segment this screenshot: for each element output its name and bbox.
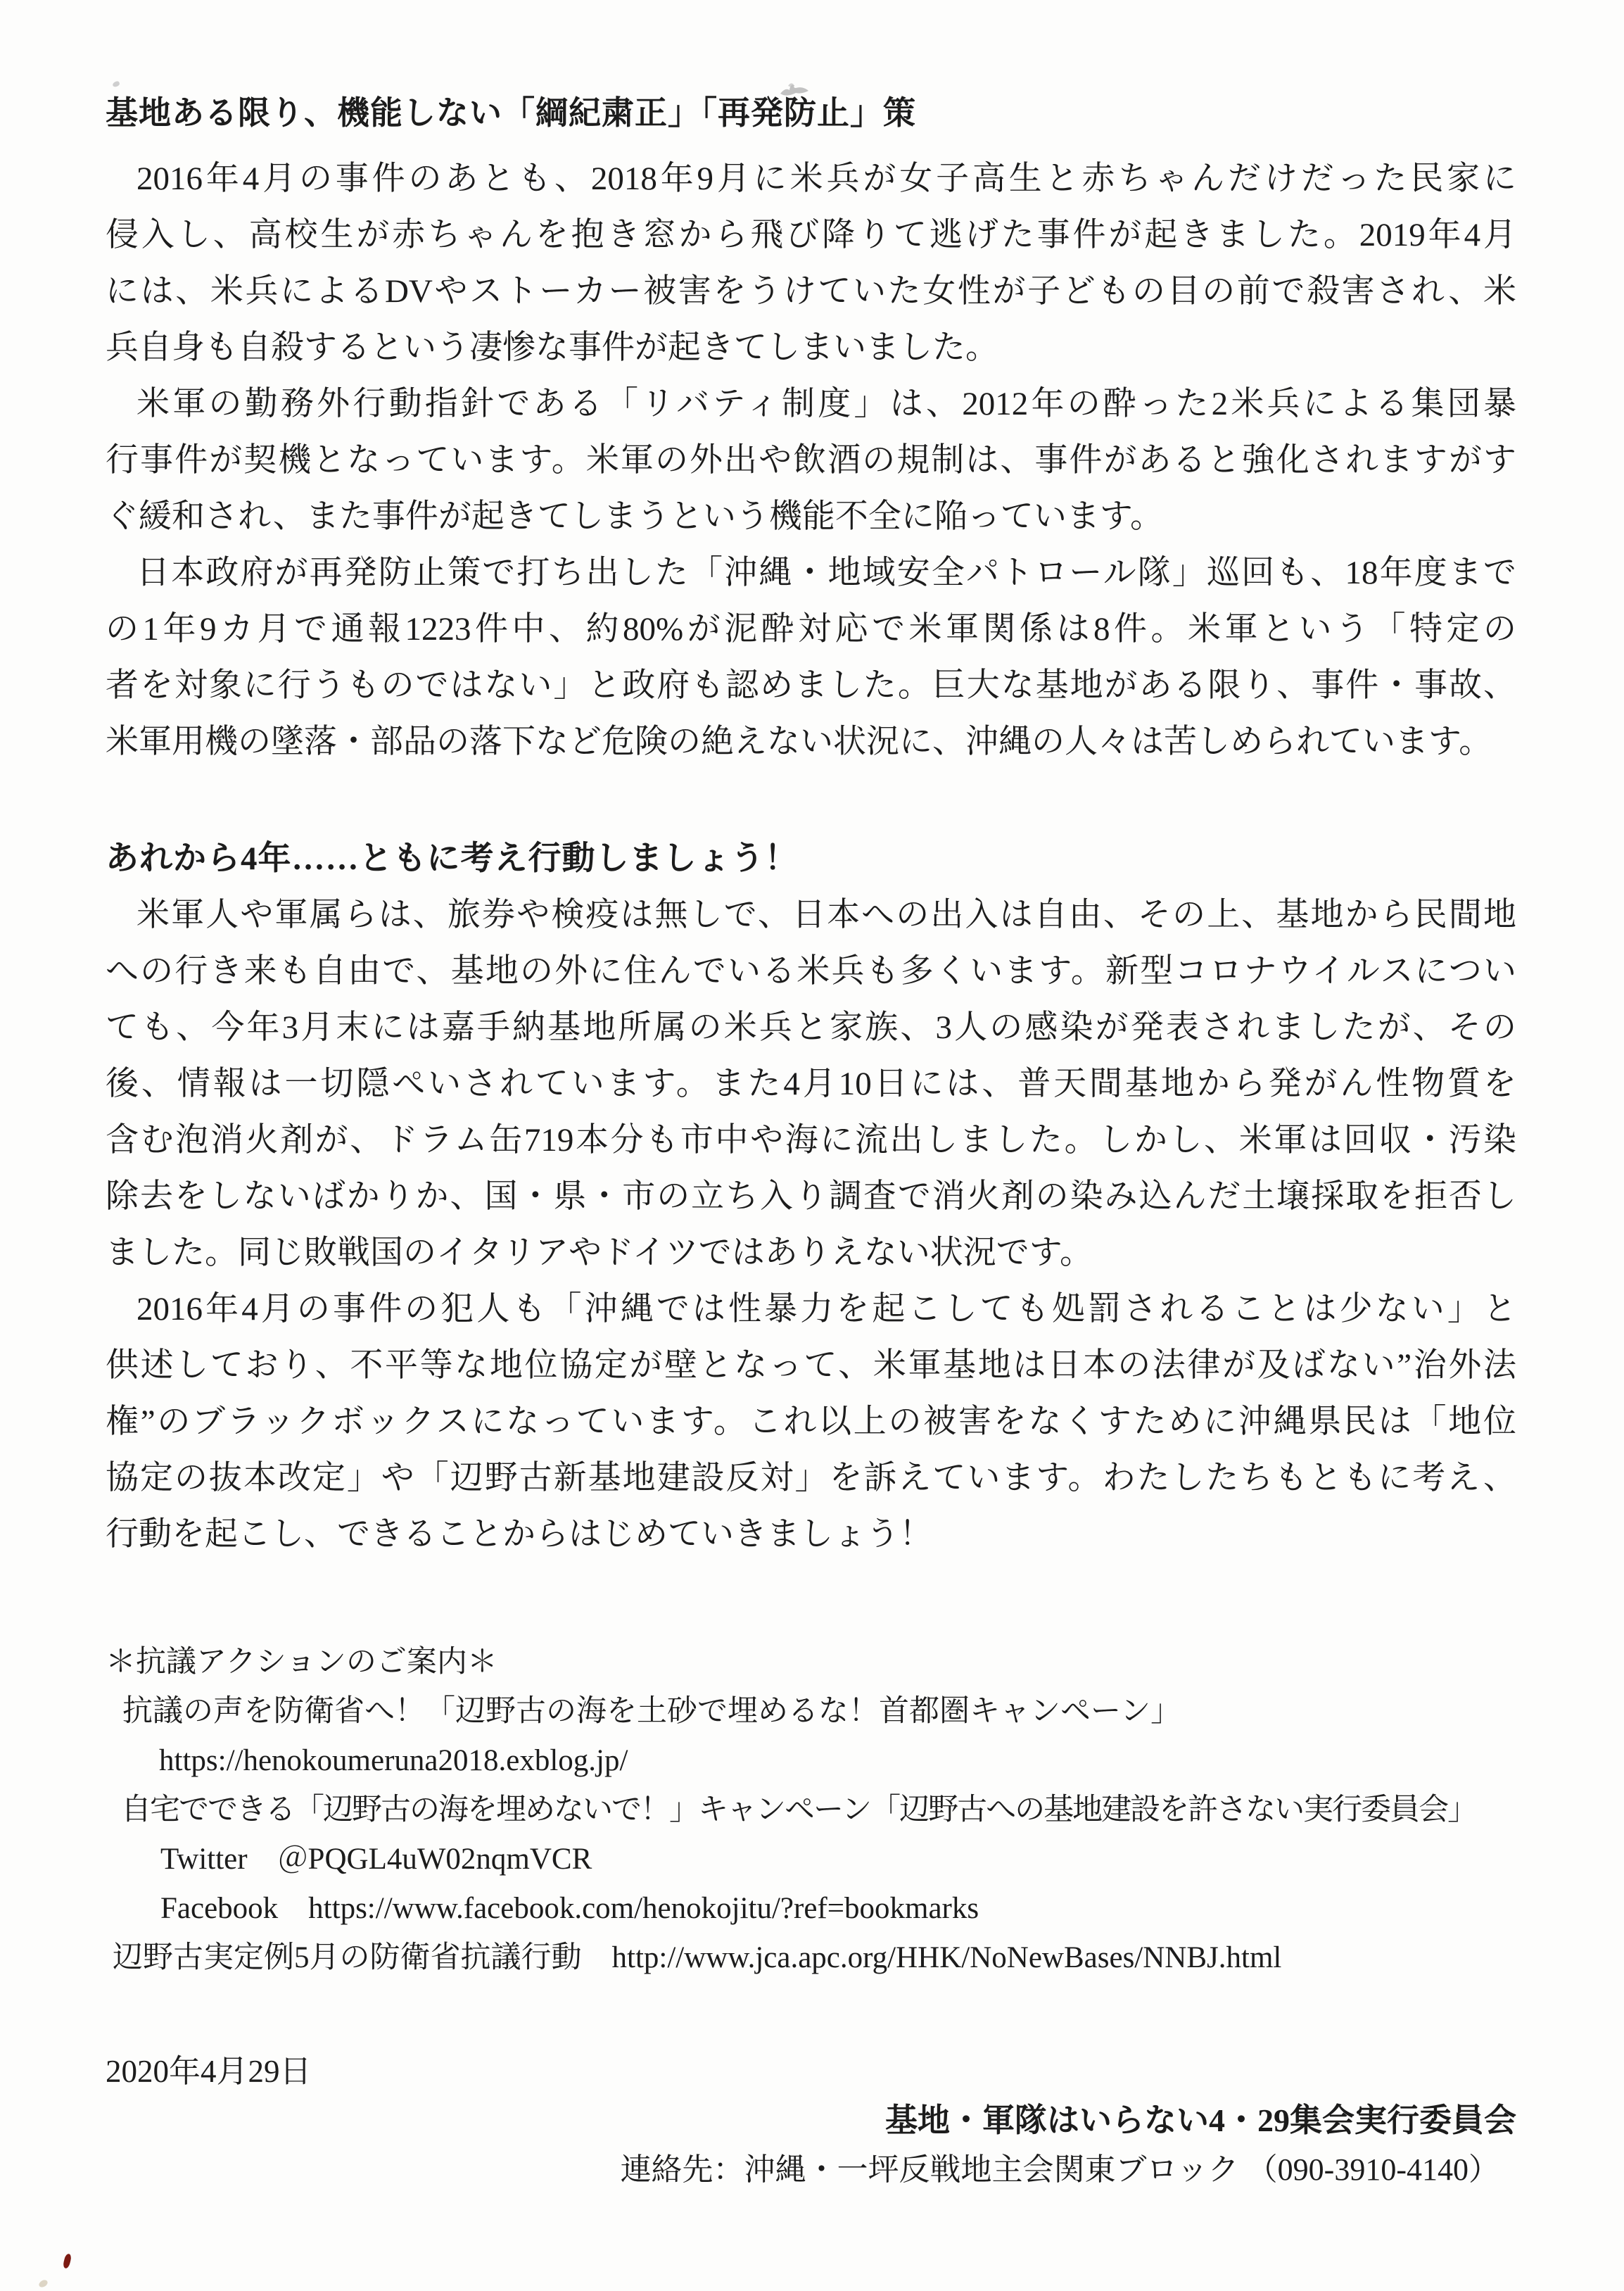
- paragraph-1: [106, 151, 1516, 376]
- text-line: 2016年4月の事件のあとも、2018年9月に米兵が女子高生と赤ちゃんだけだった民家に: [137, 160, 1516, 197]
- action-section-header: ＊抗議アクションのご案内＊: [106, 1646, 497, 1679]
- twitter-handle-line: Twitter ＠PQGL4uW02nqmVCR: [160, 1843, 592, 1876]
- text-line: への行き来も自由で、基地の外に住んでいる米兵も多くいます。新型コロナウイルスについ: [106, 953, 1516, 990]
- text-line: の1年9カ月で通報1223件中、約80%が泥酔対応で米軍関係は8件。米軍という「特定の: [106, 611, 1516, 648]
- campaign-line: 抗議の声を防衛省へ！「辺野古の海を土砂で埋めるな！首都圏キャンペーン」: [122, 1695, 1181, 1728]
- facebook-url-line: Facebook https://www.facebook.com/henokojitu/?ref=bookmarks: [160, 1892, 979, 1925]
- paragraph-4: [106, 887, 1516, 1281]
- text-line: 2016年4月の事件の犯人も「沖縄では性暴力を起こしても処罰されることは少ない」と: [137, 1291, 1516, 1327]
- text-line: 者を対象に行うものではない」と政府も認めました。巨大な基地がある限り、事件・事故、: [106, 667, 1516, 704]
- document-title: 基地ある限り、機能しない「綱紀粛正」「再発防止」策: [106, 95, 916, 131]
- text-line: 除去をしないばかりか、国・県・市の立ち入り調査で消火剤の染み込んだ土壌採取を拒否し: [106, 1178, 1516, 1215]
- text-line: 侵入し、高校生が赤ちゃんを抱き窓から飛び降りて逃げた事件が起きました。2019年4月: [106, 217, 1516, 253]
- text-line: 米軍人や軍属らは、旅券や検疫は無しで、日本への出入は自由、その上、基地から民間地: [137, 897, 1516, 933]
- committee-signature: 基地・軍隊はいらない4・29集会実行委員会: [885, 2102, 1516, 2138]
- paragraph-3: [106, 545, 1516, 770]
- text-line: 兵自身も自殺するという凄惨な事件が起きてしまいました。: [106, 329, 998, 366]
- home-campaign-line: 自宅でできる「辺野古の海を埋めないで！」キャンペーン「辺野古への基地建設を許さない実行委員会」: [121, 1793, 1477, 1826]
- text-line: 後、情報は一切隠ぺいされています。また4月10日には、普天間基地から発がん性物質を: [106, 1066, 1516, 1102]
- text-line: 米軍の勤務外行動指針である「リバティ制度」は、2012年の酔った2米兵による集団暴: [137, 386, 1516, 422]
- contact-line: 連絡先：沖縄・一坪反戦地主会関東ブロック （090-3910-4140）: [620, 2152, 1499, 2187]
- text-line: 含む泡消火剤が、ドラム缶719本分も市中や海に流出しました。しかし、米軍は回収・汚染: [106, 1122, 1516, 1159]
- text-line: 日本政府が再発防止策で打ち出した「沖縄・地域安全パトロール隊」巡回も、18年度まで: [137, 555, 1516, 591]
- protest-action-section: [106, 1638, 1516, 1983]
- paragraph-2: [106, 376, 1516, 545]
- dove-smudge-artifact: [778, 77, 811, 99]
- text-line: ても、今年3月末には嘉手納基地所属の米兵と家族、3人の感染が発表されましたが、その: [106, 1009, 1516, 1046]
- section-heading: あれから4年……ともに考え行動しましょう！: [106, 840, 799, 877]
- monthly-action-line: 辺野古実定例5月の防衛省抗議行動 http://www.jca.apc.org/HHK/NoNewBases/NNBJ.html: [113, 1941, 1282, 1974]
- text-line: 行事件が契機となっています。米軍の外出や飲酒の規制は、事件があると強化されますがす: [106, 442, 1516, 479]
- text-line: 米軍用機の墜落・部品の落下など危険の絶えない状況に、沖縄の人々は苦しめられています。: [106, 724, 1492, 760]
- campaign-url: https://henokoumeruna2018.exblog.jp/: [159, 1744, 628, 1777]
- red-ink-speck-artifact: [63, 2253, 72, 2269]
- ink-speck-artifact: [112, 81, 120, 88]
- date-line: 2020年4月29日: [106, 2054, 312, 2089]
- text-line: には、米兵によるDVやストーカー被害をうけていた女性が子どもの目の前で殺害され、米: [106, 273, 1516, 310]
- text-line: 権”のブラックボックスになっています。これ以上の被害をなくすために沖縄県民は「地位: [106, 1403, 1516, 1440]
- text-line: 供述しており、不平等な地位協定が壁となって、米軍基地は日本の法律が及ばない”治外法: [106, 1347, 1516, 1384]
- faint-speck-artifact: [38, 2278, 49, 2288]
- document-footer: [106, 2047, 1516, 2195]
- text-line: 協定の抜本改定」や「辺野古新基地建設反対」を訴えています。わたしたちもともに考え、: [106, 1460, 1516, 1496]
- text-line: ぐ緩和され、また事件が起きてしまうという機能不全に陥っています。: [106, 498, 1164, 535]
- paragraph-5: [106, 1281, 1516, 1563]
- text-line: ました。同じ敗戦国のイタリアやドイツではありえない状況です。: [106, 1235, 1093, 1271]
- text-line: 行動を起こし、できることからはじめていきましょう！: [106, 1516, 932, 1553]
